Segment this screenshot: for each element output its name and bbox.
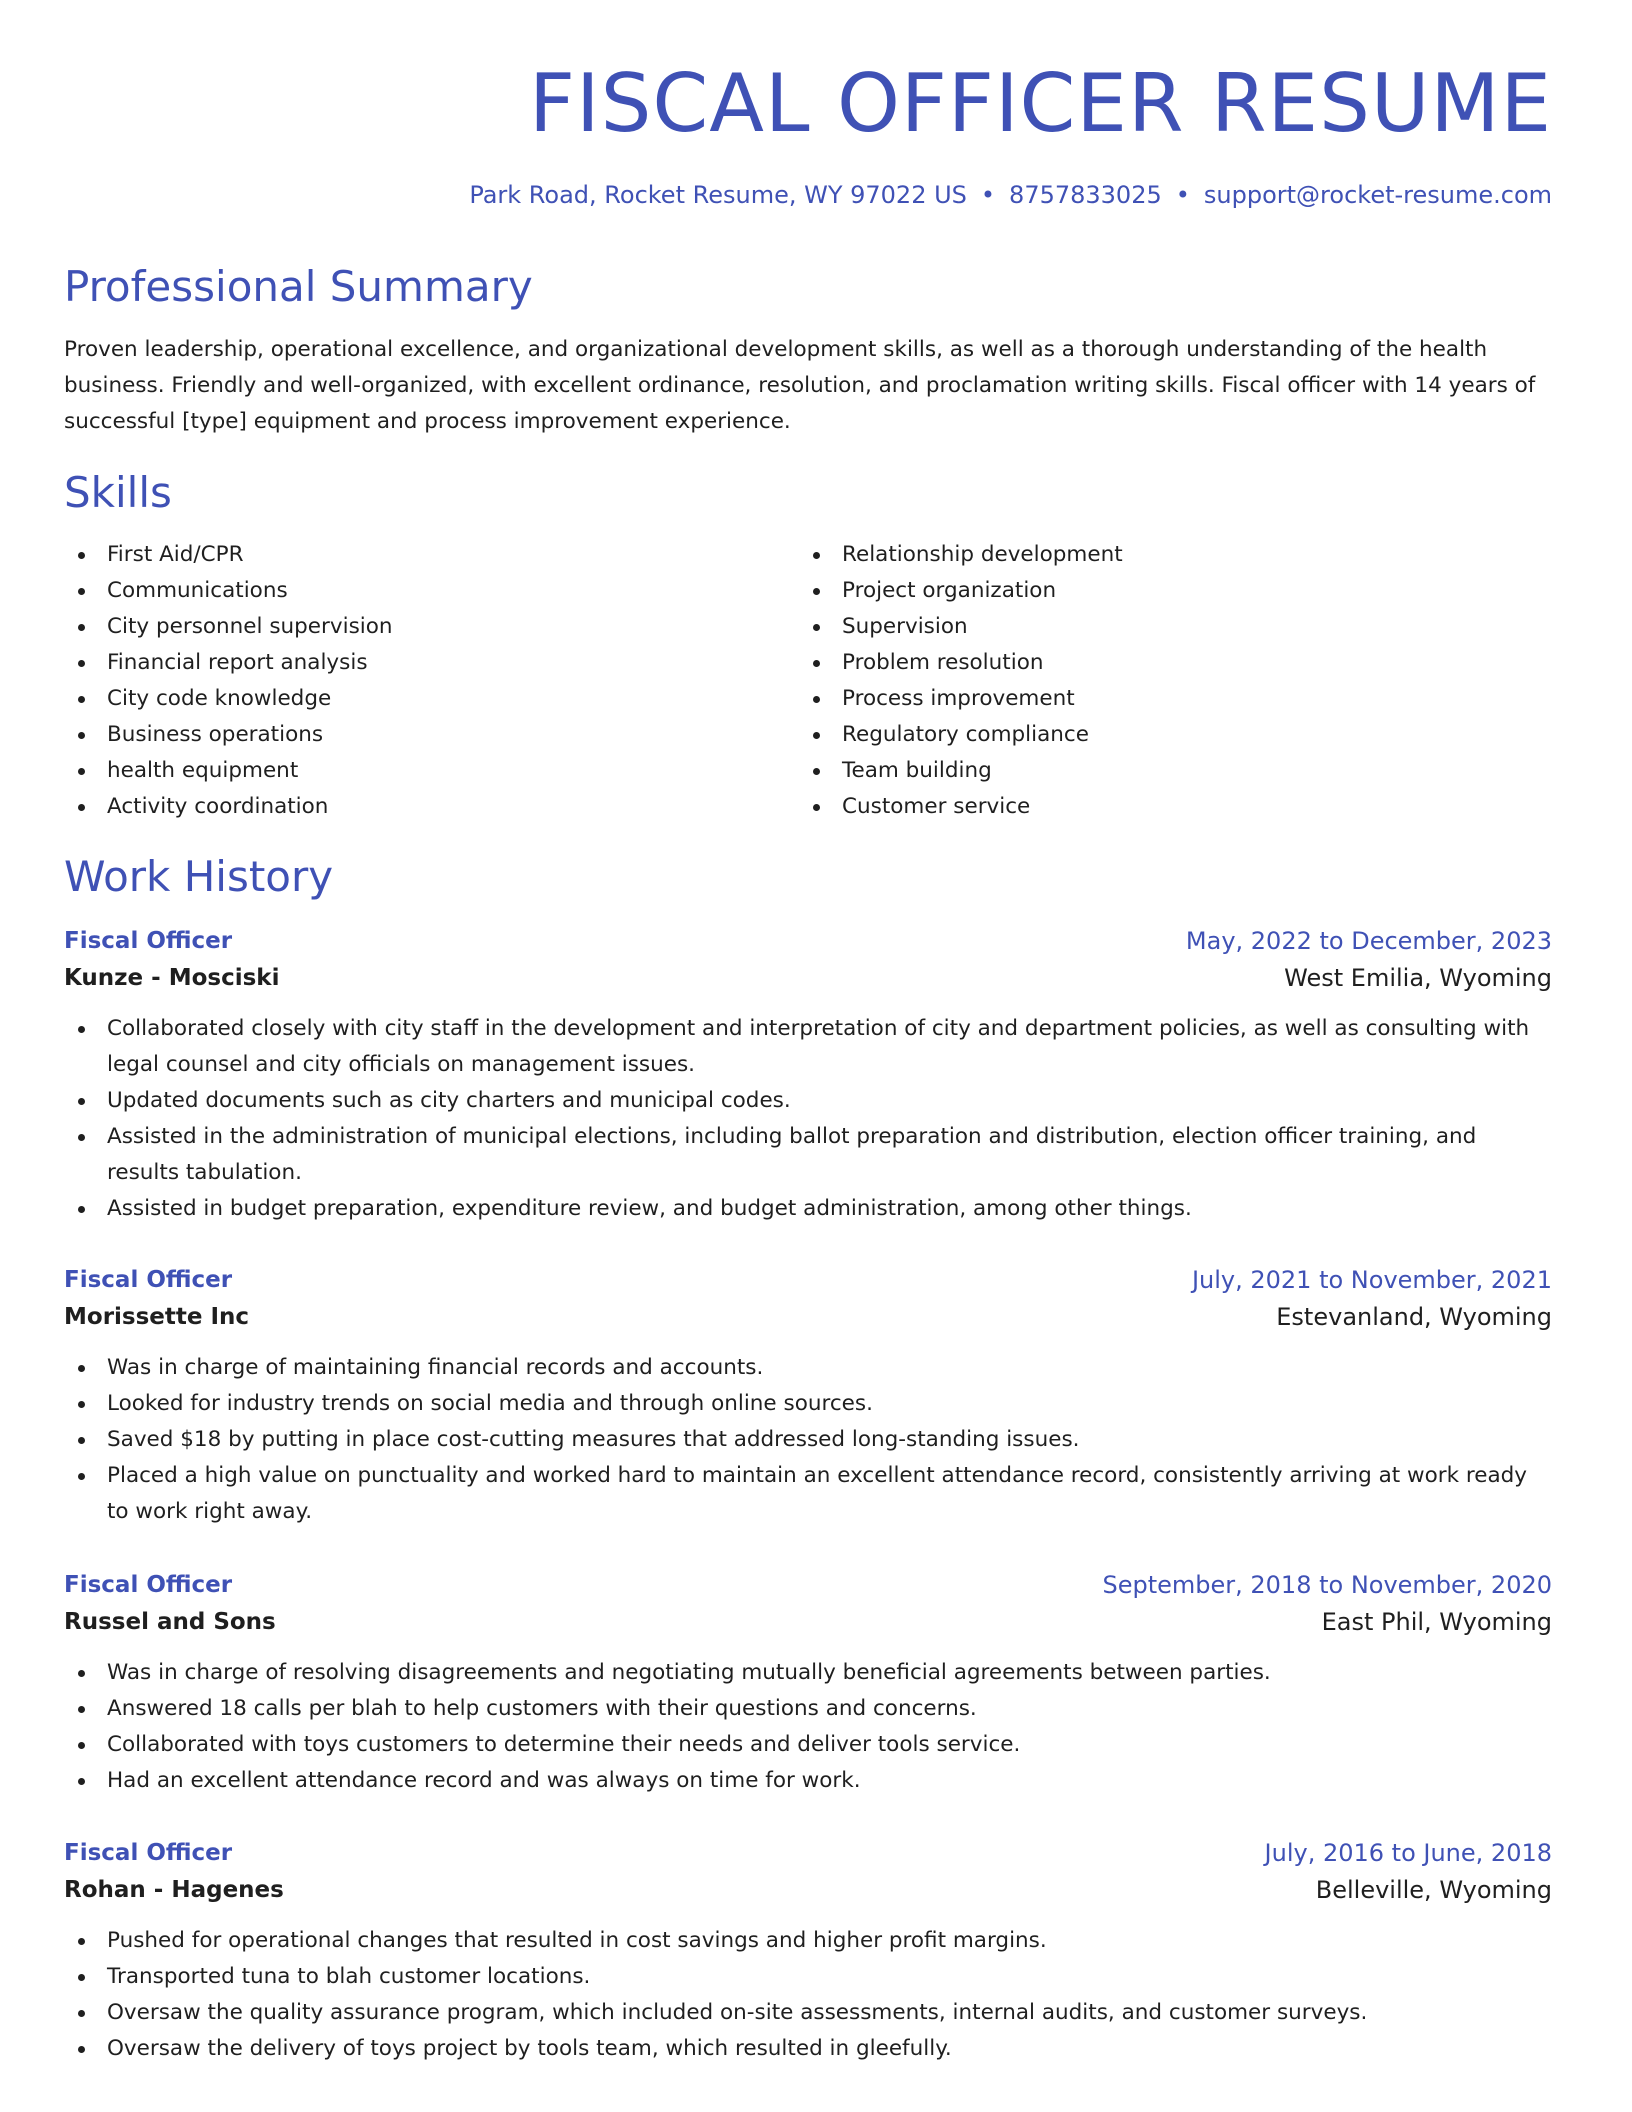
skill-item: First Aid/CPR (64, 537, 393, 573)
skill-item: Team building (799, 753, 1123, 789)
job-company: Russel and Sons (64, 1609, 276, 1635)
skill-item: Financial report analysis (64, 645, 393, 681)
job-bullet: Collaborated with toys customers to determine their needs and deliver tools service. (64, 1727, 1552, 1763)
job-entry (64, 1835, 1552, 2067)
job-bullets (64, 1011, 1552, 1227)
job-bullet: Oversaw the delivery of toys project by tools team, which resulted in gleefully. (64, 2031, 1552, 2067)
job-company: Kunze - Mosciski (64, 965, 280, 991)
job-bullets (64, 1350, 1552, 1530)
summary-heading: Professional Summary (64, 262, 533, 311)
job-location: Estevanland, Wyoming (1276, 1303, 1552, 1331)
job-bullet: Had an excellent attendance record and was always on time for work. (64, 1763, 1552, 1799)
job-bullet: Assisted in budget preparation, expenditure review, and budget administration, among other things. (64, 1191, 1552, 1227)
job-bullet: Collaborated closely with city staff in the development and interpretation of city and department policies, as well as consulting with legal counsel and city officials on management issues. (64, 1011, 1552, 1083)
skill-item: Regulatory compliance (799, 717, 1123, 753)
skill-item: City personnel supervision (64, 609, 393, 645)
job-bullet: Assisted in the administration of municipal elections, including ballot preparation and distribution, election officer training, and results tabulation. (64, 1119, 1552, 1191)
skill-item: Activity coordination (64, 789, 393, 825)
job-bullets (64, 1655, 1552, 1799)
job-bullet: Oversaw the quality assurance program, which included on-site assessments, internal audits, and customer surveys. (64, 1995, 1552, 2031)
contact-phone: 8757833025 (1009, 181, 1162, 209)
skill-item: health equipment (64, 753, 393, 789)
contact-separator: • (1175, 181, 1190, 209)
skill-item: City code knowledge (64, 681, 393, 717)
job-location: East Phil, Wyoming (1321, 1608, 1552, 1636)
job-bullet: Looked for industry trends on social media and through online sources. (64, 1386, 1552, 1422)
job-company: Morissette Inc (64, 1304, 250, 1330)
job-title: Fiscal Officer (64, 1267, 233, 1293)
job-dates: May, 2022 to December, 2023 (1185, 927, 1552, 955)
job-bullet: Saved $18 by putting in place cost-cutting measures that addressed long-standing issues. (64, 1422, 1552, 1458)
job-company: Rohan - Hagenes (64, 1877, 284, 1903)
skill-item: Project organization (799, 573, 1123, 609)
job-bullet: Placed a high value on punctuality and worked hard to maintain an excellent attendance record, consistently arriving at work ready to work right away. (64, 1458, 1552, 1530)
job-location: West Emilia, Wyoming (1284, 964, 1552, 992)
skill-item: Customer service (799, 789, 1123, 825)
skill-item: Process improvement (799, 681, 1123, 717)
job-entry (64, 1262, 1552, 1530)
summary-text: Proven leadership, operational excellence, and organizational development skills, as well as a thorough understanding of the health business. Friendly and well-organized, with excellent ordinance, resolution, and proclamation writing skills. Fiscal officer with 14 years of successful [type] equipment and process improvement experience. (64, 337, 1536, 434)
job-dates: July, 2016 to June, 2018 (1264, 1839, 1552, 1867)
job-entry (64, 1567, 1552, 1799)
job-bullet: Was in charge of maintaining financial records and accounts. (64, 1350, 1552, 1386)
skills-list-left (64, 537, 393, 825)
job-bullets (64, 1923, 1552, 2067)
resume-title: FISCAL OFFICER RESUME (528, 57, 1552, 150)
contact-line (469, 180, 1552, 210)
skill-item: Relationship development (799, 537, 1123, 573)
job-entry (64, 923, 1552, 1227)
contact-email: support@rocket-resume.com (1203, 181, 1552, 209)
work-history-heading: Work History (64, 852, 334, 901)
job-bullet: Transported tuna to blah customer locations. (64, 1959, 1552, 1995)
job-bullet: Pushed for operational changes that resulted in cost savings and higher profit margins. (64, 1923, 1552, 1959)
skill-item: Communications (64, 573, 393, 609)
job-dates: September, 2018 to November, 2020 (1102, 1571, 1552, 1599)
job-title: Fiscal Officer (64, 1840, 233, 1866)
skills-heading: Skills (64, 468, 172, 517)
job-bullet: Answered 18 calls per blah to help customers with their questions and concerns. (64, 1691, 1552, 1727)
contact-address: Park Road, Rocket Resume, WY 97022 US (469, 181, 967, 209)
contact-separator: • (980, 181, 996, 209)
job-title: Fiscal Officer (64, 928, 233, 954)
job-bullet: Updated documents such as city charters and municipal codes. (64, 1083, 1552, 1119)
job-bullet: Was in charge of resolving disagreements and negotiating mutually beneficial agreements between parties. (64, 1655, 1552, 1691)
skill-item: Supervision (799, 609, 1123, 645)
skill-item: Problem resolution (799, 645, 1123, 681)
skill-item: Business operations (64, 717, 393, 753)
job-dates: July, 2021 to November, 2021 (1191, 1266, 1552, 1294)
skills-list-right (799, 537, 1123, 825)
job-title: Fiscal Officer (64, 1572, 233, 1598)
job-location: Belleville, Wyoming (1315, 1876, 1552, 1904)
